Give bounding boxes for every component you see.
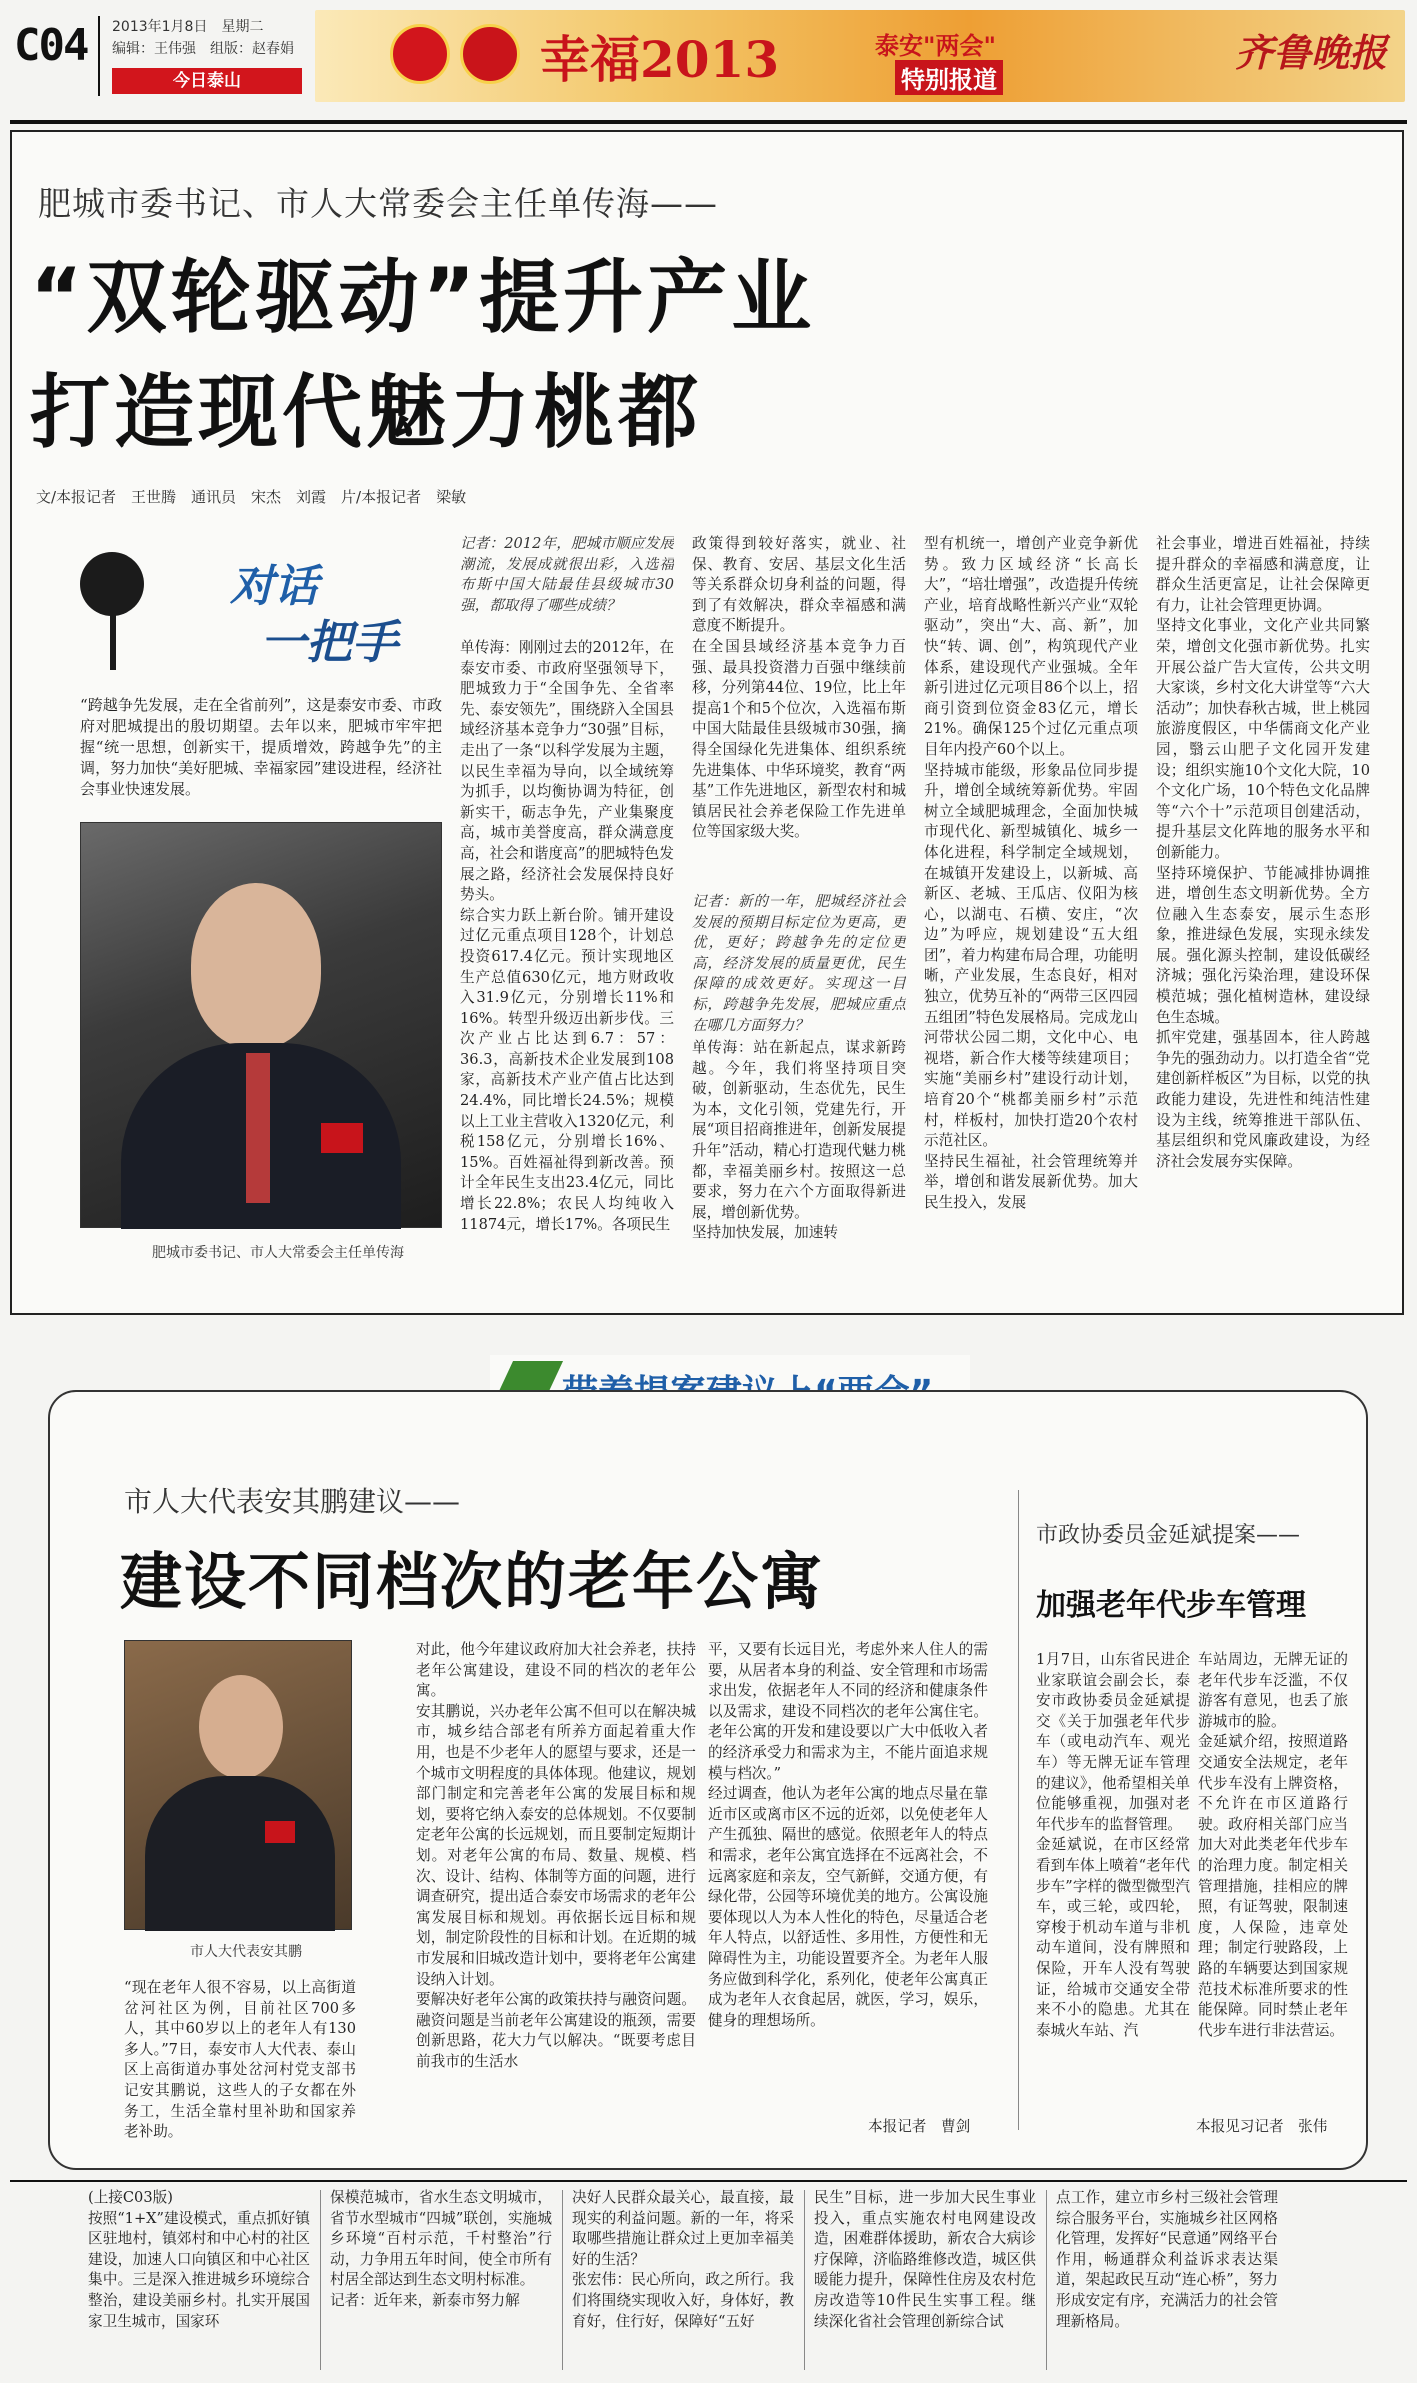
delegate-face [199,1675,283,1779]
photo-caption: 肥城市委书记、市人大常委会主任单传海 [152,1245,404,1261]
proposal-column-1: 对此，他今年建议政府加大社会养老，扶持老年公寓建设，建设不同的档次的老年公寓。 安其鹏说，兴办老年公寓不但可以在解决城市，城乡结合部老有所养方面起着重大作用，也是不少老年人的愿望与要求，还是一个城市文明程度的具体体现。他建议，规划部门制定和完善老年公寓的发展目标和规划，要将它纳入泰安的总体规划。不仅要制定老年公寓的长远规划，而且要制定短期计划。对老年公寓的布局、数量、规模、档次、设计、结构、体制等方面的问题，进行调查研究，提出适合泰安市场需求的老年公寓发展目标和规划。再依据长远目标和规划，制定阶段性的目标和计划。在近期的城市发展和旧城改造计划中，要将老年公寓建设纳入计划。 要解决好老年公寓的政策扶持与融资问题。融资问题是当前老年公寓建设的瓶颈，需要创新思路，花大力气以解决。“既要考虑目前我市的生活水 [416,1641,696,2070]
proposal-reporter: 本报记者 曹剑 [868,2118,971,2135]
question-1: 记者：2012年，肥城市顺应发展潮流，发展成就很出彩，入选福布斯中国大陆最佳县级城市30强，都取得了哪些成绩？ [460,535,674,614]
editor-credit: 编辑：王伟强 组版：赵春娟 [112,41,294,57]
continued-column-2: 保模范城市，省水生态文明城市，省节水型城市“四城”联创，实施城乡环境“百村示范，千村整治”行动，力争用五年时间，使全市所有村居全部达到生态文明村标准。 记者：近年来，新泰市努力解 [330,2189,552,2309]
delegate-badge [321,1123,363,1153]
proposal-lead: “现在老年人很不容易，以上高街道岔河社区为例，目前社区700多人，其中60岁以上的老年人有130多人。”7日，泰安市人大代表、泰山区上高街道办事处岔河村党支部书记安其鹏说，这些人的子女都在外务工，生活全靠村里补助和国家养老补助。 [124,1979,356,2141]
page-header [0,0,1417,120]
bottom-rule [10,2180,1407,2182]
dialogue-logo [80,540,440,670]
portrait-face [191,883,321,1048]
continued-column-3: 决好人民群众最关心，最直接，最现实的利益问题。新的一年，将采取哪些措施让群众过上更加幸福美好的生活？ 张宏伟：民心所向，政之所行。我们将围绕实现收入好，身体好，教育好，住行好，保障好“五好 [572,2189,794,2330]
delegate-suit [145,1776,335,1931]
continued-column-1: (上接C03版) 按照“1+X”建设模式，重点抓好镇区驻地村，镇郊村和中心村的社区建设，加速人口向镇区和中心社区集中。三是深入推进城乡环境综合整治，建设美丽乡村。扎实开展国家卫生城市，国家环 [88,2189,310,2330]
dialogue-logo-text-2: 一把手 [260,615,398,669]
banner-subtitle-2: 特别报道 [895,60,1003,95]
side-reporter: 本报见习记者 张伟 [1196,2118,1328,2135]
proposal-headline: 建设不同档次的老年公寓 [120,1545,825,1618]
header-rule [10,120,1407,124]
continued-column-5: 点工作，建立市乡村三级社会管理综合服务平台，实施城乡社区网格化管理，发挥好“民意通”网络平台作用，畅通群众利益诉求表达渠道，架起政民互动“连心桥”，努力形成安定有序，充满活力的社会管理新格局。 [1056,2189,1278,2330]
bottom-divider-4 [1046,2190,1047,2370]
continued-column-4: 民生”目标，进一步加大民生事业投入，重点实施农村电网建设改造，困难群体援助，新农合大病诊疗保障，济临路维修改造，城区供暖能力提升，保障性住房及农村危房改造等10件民生实事工程。继续深化省社会管理创新综合试 [814,2189,1036,2330]
column-2-text: 政策得到较好落实，就业、社保、教育、安居、基层文化生活等关系群众切身利益的问题，得到了有效解决，群众幸福感和满意度不断提升。 在全国县域经济基本竞争力百强、最具投资潜力百强中继续前移，分列第44位、19位，比上年提高1个和5个位次，入选福布斯中国大陆最佳县级城市30强，摘得全国绿化先进集体、组织系统先进集体、中华环境奖，教育“两基”工作先进地区，新型农村和城镇居民社会养老保险工作先进单位等国家级大奖。 [692,535,906,841]
party-emblem-icon [460,24,520,84]
dialogue-logo-text-1: 对话 [230,561,318,612]
side-column-1: 1月7日，山东省民进企业家联谊会副会长，泰安市政协委员金延斌提交《关于加强老年代步车（或电动汽车、观光车）等无牌无证车管理的建议》，他希望相关单位能够重视，加强对老年代步车的监督管理。 金延斌说，在市区经常看到车体上喷着“老年代步车”字样的微型微型汽车，或三轮，或四轮，穿梭于机动车道与非机动车道间，没有牌照和保险，开车人没有驾驶证，给城市交通安全带来不小的隐患。尤其在泰城火车站、汽 [1036,1651,1190,2039]
column-2-text-b: 单传海：站在新起点，谋求新跨越。今年，我们将坚持项目突破，创新驱动，生态优先，民生为本，文化引领，党建先行，开展“项目招商推进年，创新发展提升年”活动，精心打造现代魅力桃都，幸福美丽乡村。按照这一总要求，努力在六个方面取得新进展，增创新优势。 坚持加快发展，加速转 [692,1039,906,1242]
proposal-column-2: 平，又要有长远目光，考虑外来人住人的需要，从居者本身的利益、安全管理和市场需求出发，依据老年人不同的经济和健康条件以及需求，建设不同档次的老年公寓住宅。老年公寓的开发和建设要以广大中低收入者的经济承受力和需求为主，不能片面追求规模与档次。” 经过调查，他认为老年公寓的地点尽量在靠近市区或离市区不远的近郊，以免使老年人产生孤独、隔世的感觉。依照老年人的特点和需求，老年公寓宜选择在不远离社会，不远离家庭和亲友，空气新鲜，交通方便，有绿化带，公园等环境优美的地方。公寓设施要体现以人为本人性化的特色，尽量适合老年人特点，以舒适性、多用性，方便性和无障碍性为主，功能设置要齐全。为老年人服务应做到科学化，系列化，使老年公寓真正成为老年人衣食起居，就医，学习，娱乐，健身的理想场所。 [708,1641,988,2029]
banner-subtitle-1: 泰安"两会" [875,32,997,60]
article-kicker: 肥城市委书记、市人大常委会主任单传海—— [38,184,718,223]
national-emblem-icon [390,24,450,84]
header-divider [98,16,100,96]
delegate-photo [124,1640,352,1930]
page-number: C04 [14,20,88,71]
bottom-divider-2 [562,2190,563,2370]
column-3-text: 型有机统一，增创产业竞争新优势。致力区域经济“长高长大”，“培壮增强”，改造提升传统产业，培育战略性新兴产业“双轮驱动”，突出“大、高、新”，加快“转、调、创”，构筑现代产业体系，建设现代产业强城。全年新引进过亿元项目86个以上，招商引资到位资金83亿元，增长21%。确保125个过亿元重点项目年内投产60个以上。 坚持城市能级，形象品位同步提升，增创全域统筹新优势。牢固树立全域肥城理念，全面加快城市现代化、新型城镇化、城乡一体化进程，科学制定全域规划，在城镇开发建设上，以新城、高新区、老城、王瓜店、仪阳为核心，以湖屯、石横、安庄，“次边”为呼应，规划建设“五大组团”，着力构建布局合理，功能明晰，产业发展，生态良好，相对独立，优势互补的“两带三区四园五组团”特色发展格局。完成龙山河带状公园二期，文化中心、电视塔，新合作大楼等续建项目；实施“美丽乡村”建设行动计划，培育20个“桃都美丽乡村”示范村，样板村，加快打造20个农村示范社区。 坚持民生福祉，社会管理统筹并举，增创和谐发展新优势。加大民生投入，发展 [924,535,1138,1211]
microphone-stand [110,610,116,670]
section-tag: 今日泰山 [112,68,302,94]
question-2: 记者：新的一年，肥城经济社会发展的预期目标定位为更高，更优，更好；跨越争先的定位更高，经济发展的质量更优，民生保障的成效更好。实现这一目标，跨越争先发展，肥城应重点在哪几方面努力？ [692,893,906,1034]
side-divider [1018,1490,1019,2130]
headline-line-1: “双轮驱动”提升产业 [30,251,816,344]
microphone-icon [80,552,144,616]
side-headline: 加强老年代步车管理 [1036,1588,1306,1623]
side-kicker: 市政协委员金延斌提案—— [1036,1523,1301,1548]
banner-title: 幸福2013 [540,30,780,89]
proposal-kicker: 市人大代表安其鹏建议—— [124,1485,461,1518]
delegate-caption: 市人大代表安其鹏 [190,1944,302,1960]
portrait-photo [80,822,442,1228]
side-column-2: 车站周边，无牌无证的老年代步车泛滥，不仅游客有意见，也丢了旅游城市的脸。 金延斌介绍，按照道路交通安全法规定，老年代步车没有上牌资格，不允许在市区道路行驶。政府相关部门应当加大对此类老年代步车的治理力度。制定相关管理措施，挂相应的牌照，有证驾驶，限制速度，人保险，违章处理；制定行驶路段，上路的车辆要达到国家规范技术标准所要求的性能保障。同时禁止老年代步车进行非法营运。 [1198,1651,1348,2039]
bottom-divider-3 [804,2190,805,2370]
newspaper-logo: 齐鲁晚报 [1235,30,1388,75]
column-1-text: 单传海：刚刚过去的2012年，在泰安市委、市政府坚强领导下，肥城致力于“全国争先、全省率先、泰安领先”，围绕跻入全国县域经济基本竞争力“30强”目标，走出了一条“以科学发展为主题，以民生幸福为导向，以全域统筹为抓手，以均衡协调为特征，创新实干，砺志争先，产业集聚度高，城市美誉度高，群众满意度高，社会和谐度高”的肥城特色发展之路，经济社会发展保持良好势头。 综合实力跃上新台阶。铺开建设过亿元重点项目128个，计划总投资617.4亿元。预计实现地区生产总值630亿元，地方财政收入31.9亿元，分别增长11%和16%。转型升级迈出新步伐。三次产业占比达到6.7：57：36.3，高新技术企业发展到108家，高新技术产业产值占比达到24.4%，同比增长24.5%；规模以上工业主营收入1320亿元，利税158亿元，分别增长16%、15%。百姓福祉得到新改善。预计全年民生支出23.4亿元，同比增长22.8%；农民人均纯收入11874元，增长17%。各项民生 [460,639,674,1233]
byline: 文/本报记者 王世腾 通讯员 宋杰 刘霞 片/本报记者 梁敏 [36,488,467,506]
delegate-badge-2 [265,1821,295,1843]
column-4-text: 社会事业，增进百姓福祉，持续提升群众的幸福感和满意度，让群众生活更富足，让社会保障更有力，让社会管理更协调。 坚持文化事业，文化产业共同繁荣，增创文化强市新优势。扎实开展公益广告大宣传，公共文明大家谈，乡村文化大讲堂等“六大活动”；加快春秋古城，世上桃园旅游度假区，中华儒商文化产业园，翳云山肥子文化园开发建设；组织实施10个文化大院，10个文化广场，10个特色文化品牌等“六个十”示范项目创建活动，提升基层文化阵地的服务水平和创新能力。 坚持环境保护、节能减排协调推进，增创生态文明新优势。全方位融入生态泰安，展示生态形象，推进绿色发展，实现永续发展。强化源头控制，建设低碳经济城；强化污染治理，建设环保模范城；强化植树造林，建设绿色生态城。 抓牢党建，强基固本，往人跨越争先的强劲动力。以打造全省“党建创新样板区”为目标，以党的执政能力建设，先进性和纯洁性建设为主线，统筹推进干部队伍、基层组织和党风廉政建设，为经济社会发展夯实保障。 [1156,535,1370,1170]
bottom-divider-1 [320,2190,321,2370]
issue-date: 2013年1月8日 星期二 [112,19,264,35]
portrait-tie [246,1053,270,1203]
article-lead: “跨越争先发展，走在全省前列”，这是泰安市委、市政府对肥城提出的殷切期望。去年以来，肥城市牢牢把握“统一思想，创新实干，提质增效，跨越争先”的主调，努力加快“美好肥城、幸福家园”建设进程，经济社会事业快速发展。 [80,696,442,798]
headline-line-2: 打造现代魅力桃都 [30,366,702,459]
